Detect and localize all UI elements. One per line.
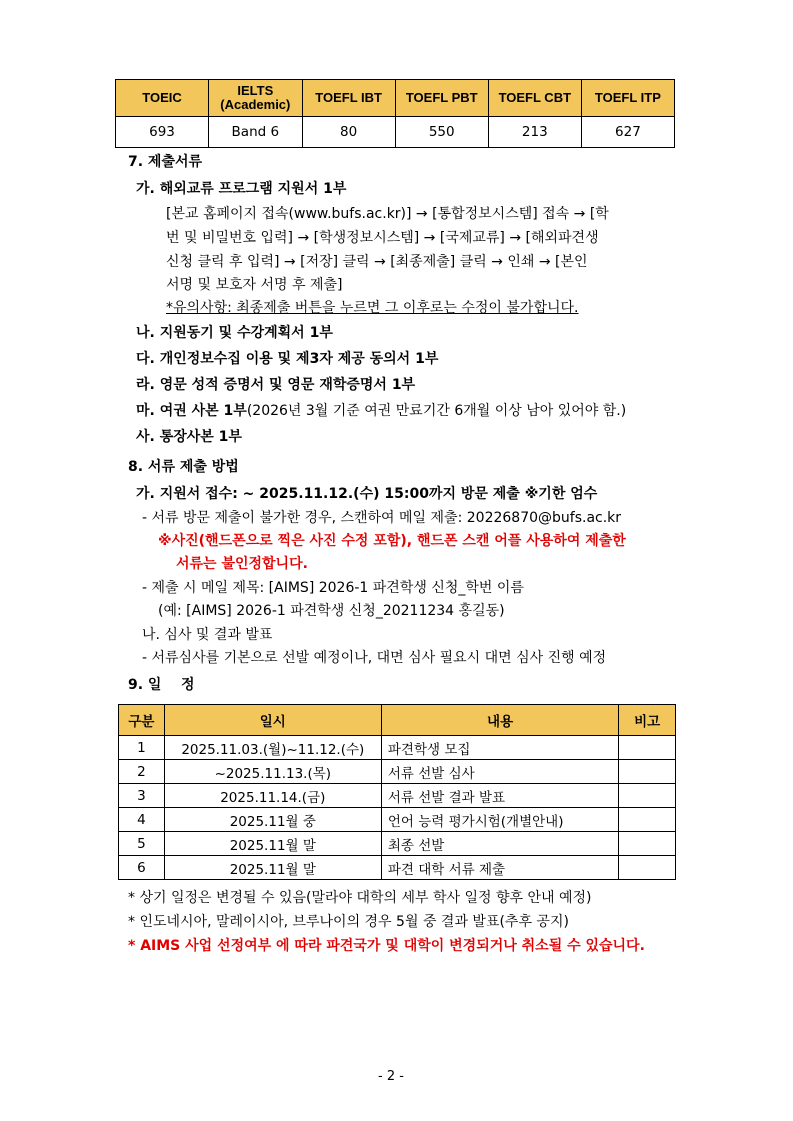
- section-7f: 사. 통장사본 1부: [136, 429, 242, 445]
- section-7a-line: 번 및 비밀번호 입력] → [학생정보시스템] → [국제교류] → [해외파견생: [166, 230, 599, 246]
- score-header-label: IELTS (Academic): [220, 83, 291, 112]
- schedule-table: [118, 704, 676, 880]
- score-value: 627: [581, 117, 674, 148]
- section-7d: 라. 영문 성적 증명서 및 영문 재학증명서 1부: [136, 377, 416, 393]
- section-8-line: - 서류심사를 기본으로 선발 예정이나, 대면 심사 필요시 대면 심사 진행 예정: [142, 650, 607, 666]
- section-8a-title: 가. 지원서 접수: ~ 2025.11.12.(수) 15:00까지 방문 제출 ※기한 엄수: [136, 486, 598, 502]
- section-8-warning: 서류는 불인정합니다.: [176, 556, 308, 572]
- schedule-header: 비고: [619, 705, 676, 736]
- schedule-header: 구분: [119, 705, 165, 736]
- schedule-cell: 최종 선발: [381, 832, 618, 856]
- section-8-line: (예: [AIMS] 2026-1 파견학생 신청_20211234 홍길동): [158, 603, 505, 619]
- schedule-cell: 1: [119, 736, 165, 760]
- section-7a-line: 서명 및 보호자 서명 후 제출]: [166, 277, 343, 293]
- schedule-cell: 2: [119, 760, 165, 784]
- section-7e-detail: (2026년 3월 기준 여권 만료기간 6개월 이상 남아 있어야 함.): [246, 403, 627, 419]
- section-7-title: 7. 제출서류: [128, 154, 203, 170]
- schedule-cell: 언어 능력 평가시험(개별안내): [381, 808, 618, 832]
- schedule-warning: * AIMS 사업 선정여부 에 따라 파견국가 및 대학이 변경되거나 취소될 수 있습니다.: [128, 938, 645, 954]
- schedule-cell: [619, 808, 676, 832]
- schedule-cell: [619, 832, 676, 856]
- section-8-line: - 서류 방문 제출이 불가한 경우, 스캔하여 메일 제출: 20226870@bufs.ac.kr: [142, 510, 622, 526]
- score-header: TOEIC: [116, 80, 209, 117]
- section-7a-title: 가. 해외교류 프로그램 지원서 1부: [136, 181, 347, 197]
- schedule-header: 내용: [381, 705, 618, 736]
- schedule-cell: ~2025.11.13.(목): [164, 760, 381, 784]
- table-row: [119, 736, 676, 760]
- schedule-cell: [619, 784, 676, 808]
- page-number: - 2 -: [378, 1069, 404, 1084]
- table-row: [119, 808, 676, 832]
- section-8b-title: 나. 심사 및 결과 발표: [142, 627, 273, 643]
- section-7a-line: 신청 클릭 후 입력] → [저장] 클릭 → [최종제출] 클릭 → 인쇄 → [본인: [166, 254, 588, 270]
- table-row: [119, 760, 676, 784]
- section-7a-note: *유의사항: 최종제출 버튼을 누르면 그 이후로는 수정이 불가합니다.: [166, 300, 579, 316]
- section-7a-line: [본교 홈페이지 접속(www.bufs.ac.kr)] → [통합정보시스템] 접속 → [학: [166, 206, 609, 222]
- schedule-cell: 파견 대학 서류 제출: [381, 856, 618, 880]
- schedule-cell: 파견학생 모집: [381, 736, 618, 760]
- schedule-cell: 2025.11.03.(월)~11.12.(수): [164, 736, 381, 760]
- schedule-cell: 2025.11.14.(금): [164, 784, 381, 808]
- schedule-cell: 3: [119, 784, 165, 808]
- schedule-cell: 서류 선발 결과 발표: [381, 784, 618, 808]
- section-7e: [136, 401, 626, 421]
- schedule-cell: 2025.11월 중: [164, 808, 381, 832]
- score-value-row: [116, 117, 675, 148]
- section-7c: 다. 개인정보수집 이용 및 제3자 제공 동의서 1부: [136, 351, 439, 367]
- table-row: [119, 832, 676, 856]
- table-row: [119, 856, 676, 880]
- section-7e-title: 마. 여권 사본 1부: [136, 403, 247, 419]
- schedule-header: 일시: [164, 705, 381, 736]
- score-header: [209, 80, 303, 117]
- section-8-line: - 제출 시 메일 제목: [AIMS] 2026-1 파견학생 신청_학번 이름: [142, 580, 524, 596]
- schedule-cell: [619, 760, 676, 784]
- schedule-cell: 5: [119, 832, 165, 856]
- score-value: 213: [488, 117, 581, 148]
- score-header: TOEFL CBT: [488, 80, 581, 117]
- score-value: Band 6: [209, 117, 303, 148]
- score-header: TOEFL PBT: [395, 80, 488, 117]
- section-8-title: 8. 서류 제출 방법: [128, 459, 239, 475]
- schedule-cell: 4: [119, 808, 165, 832]
- schedule-cell: 서류 선발 심사: [381, 760, 618, 784]
- section-7b: 나. 지원동기 및 수강계획서 1부: [136, 325, 333, 341]
- score-header: TOEFL IBT: [302, 80, 395, 117]
- score-value: 693: [116, 117, 209, 148]
- schedule-cell: 2025.11월 말: [164, 832, 381, 856]
- section-8-warning: ※사진(핸드폰으로 찍은 사진 수정 포함), 핸드폰 스캔 어플 사용하여 제출한: [158, 533, 626, 549]
- section-9-title: 9. 일 정: [128, 677, 195, 693]
- schedule-header-row: [119, 705, 676, 736]
- schedule-cell: 6: [119, 856, 165, 880]
- score-value: 80: [302, 117, 395, 148]
- table-row: [119, 784, 676, 808]
- schedule-cell: 2025.11월 말: [164, 856, 381, 880]
- schedule-note: * 상기 일정은 변경될 수 있음(말라야 대학의 세부 학사 일정 향후 안내 예정): [128, 890, 592, 906]
- schedule-cell: [619, 736, 676, 760]
- score-table: [115, 79, 675, 148]
- score-header: TOEFL ITP: [581, 80, 674, 117]
- score-value: 550: [395, 117, 488, 148]
- schedule-note: * 인도네시아, 말레이시아, 브루나이의 경우 5월 중 결과 발표(추후 공지): [128, 914, 569, 930]
- schedule-cell: [619, 856, 676, 880]
- score-header-row: [116, 80, 675, 117]
